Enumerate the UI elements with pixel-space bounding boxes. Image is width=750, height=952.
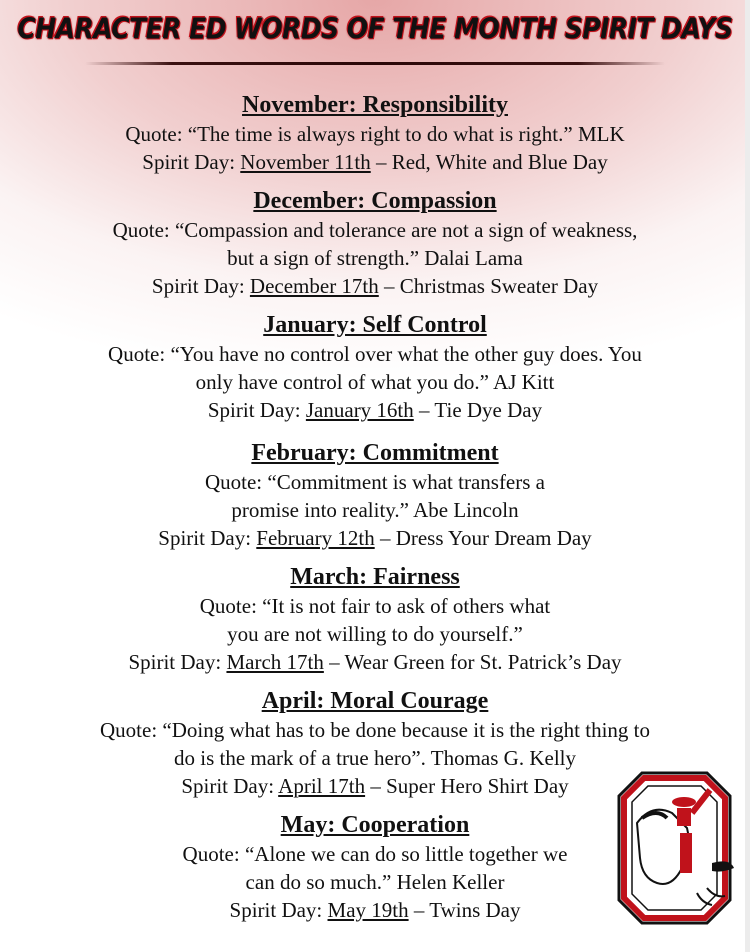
spirit-day-date: December 17th [249,274,379,298]
spirit-day-line [0,148,750,176]
quote-line: Quote: “The time is always right to do what is right.” MLK [125,122,625,146]
spirit-day-label: Spirit Day: [142,150,241,174]
spirit-day-date: April 17th [278,774,366,798]
quote-line: only have control of what you do.” AJ Kitt [195,370,555,394]
spirit-day-theme: – Twins Day [408,898,521,922]
quote-line: Quote: “Commitment is what transfers a [204,470,545,494]
month-heading: January: Self Control [263,312,487,338]
quote-line: Quote: “It is not fair to ask of others what [199,594,551,618]
month-heading: May: Cooperation [280,812,470,838]
spirit-day-theme: – Wear Green for St. Patrick’s Day [323,650,622,674]
divider [85,62,665,65]
month-heading: March: Fairness [290,564,460,590]
spirit-day-theme: – Dress Your Dream Day [374,526,592,550]
month-heading: April: Moral Courage [261,688,489,714]
spirit-day-line [0,648,750,676]
spirit-day-theme: – Tie Dye Day [413,398,543,422]
month-heading: November: Responsibility [242,92,508,118]
spirit-day-line [0,524,750,552]
quote-line: can do so much.” Helen Keller [245,870,505,894]
spirit-day-label: Spirit Day: [181,774,279,798]
spirit-day-theme: – Red, White and Blue Day [370,150,608,174]
quote-line: Quote: “Compassion and tolerance are not a sign of weakness, [112,218,638,242]
spirit-day-label: Spirit Day: [158,526,257,550]
month-heading: February: Commitment [251,440,499,466]
quote-line: Quote: “Alone we can do so little together we [182,842,568,866]
spirit-day-theme: – Christmas Sweater Day [378,274,599,298]
spirit-day-label: Spirit Day: [207,398,306,422]
month-section [0,562,750,676]
spirit-day-date: February 12th [256,526,375,550]
spirit-day-label: Spirit Day: [128,650,227,674]
quote-line: Quote: “You have no control over what the other guy does. You [108,342,642,366]
month-heading: December: Compassion [253,188,497,214]
spirit-day-date: May 19th [327,898,409,922]
mascot-logo [612,768,737,928]
spirit-day-line [0,396,750,424]
month-section [0,438,750,552]
spirit-day-theme: – Super Hero Shirt Day [365,774,569,798]
spirit-day-date: November 11th [240,150,371,174]
quote-line: you are not willing to do yourself.” [227,622,523,646]
spirit-day-line [0,272,750,300]
quote-line: promise into reality.” Abe Lincoln [231,498,519,522]
month-section [0,186,750,300]
spirit-day-date: March 17th [226,650,324,674]
month-section [0,310,750,424]
quote-line: do is the mark of a true hero”. Thomas G. Kelly [173,746,576,770]
spirit-day-date: January 16th [305,398,414,422]
page-title: CHARACTER ED WORDS OF THE MONTH SPIRIT DAYS [17,11,733,46]
quote-line: but a sign of strength.” Dalai Lama [227,246,523,270]
spirit-day-label: Spirit Day: [151,274,250,298]
spirit-day-label: Spirit Day: [229,898,328,922]
month-section [0,90,750,176]
quote-line: Quote: “Doing what has to be done because it is the right thing to [100,718,650,742]
